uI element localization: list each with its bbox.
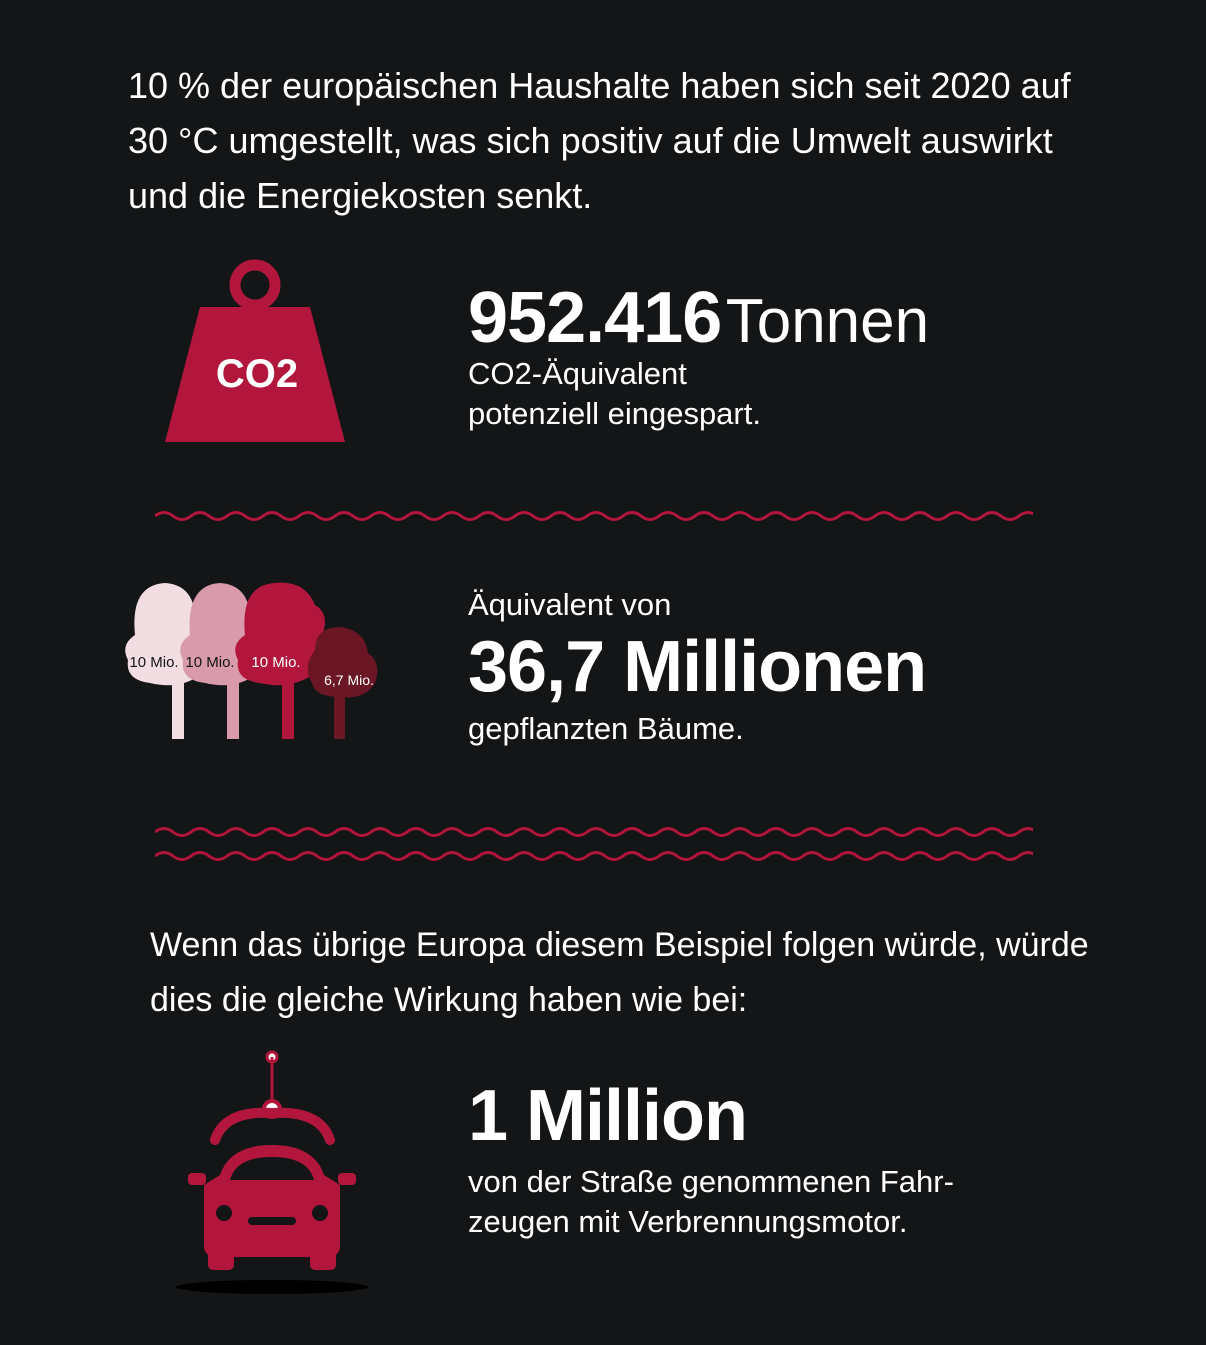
co2-icon-label: CO2 [215, 352, 299, 396]
car-lifted-icon [40, 1045, 390, 1305]
tree-label-3: 10 Mio. [251, 654, 301, 671]
co2-unit: Tonnen [725, 287, 930, 356]
co2-line1: CO2-Äquivalent [468, 356, 687, 391]
tree-label-1: 10 Mio. [129, 654, 179, 671]
trees-number: 36,7 Millionen [468, 627, 927, 707]
wave-divider [155, 846, 1033, 866]
co2-weight-icon [160, 255, 350, 445]
cars-line1: von der Straße genommenen Fahr- [468, 1164, 954, 1199]
wave-divider [155, 822, 1033, 842]
cars-number: 1 Million [468, 1076, 747, 1156]
cars-stat [468, 1076, 954, 1242]
co2-number: 952.416 [468, 278, 722, 358]
trees-outro: gepflanzten Bäume. [468, 711, 744, 746]
wave-divider [155, 506, 1033, 526]
intro-text: 10 % der europäischen Haushalte haben sich seit 2020 auf 30 °C umgestellt, was sich positiv auf die Umwelt auswirkt und die Energiekosten senkt. [128, 65, 1071, 216]
trees-stat [468, 585, 926, 749]
cars-line2: zeugen mit Verbrennungsmotor. [468, 1204, 908, 1239]
co2-line2: potenziell eingespart. [468, 396, 761, 431]
trees-intro: Äquivalent von [468, 587, 672, 622]
tree-label-4: 6,7 Mio. [324, 672, 374, 688]
transition-text: Wenn das übrige Europa diesem Beispiel folgen würde, würde dies die gleiche Wirkung haben wie bei: [150, 926, 1089, 1019]
trees-icon [120, 575, 390, 745]
co2-stat [468, 278, 930, 434]
tree-label-2: 10 Mio. [185, 654, 235, 671]
